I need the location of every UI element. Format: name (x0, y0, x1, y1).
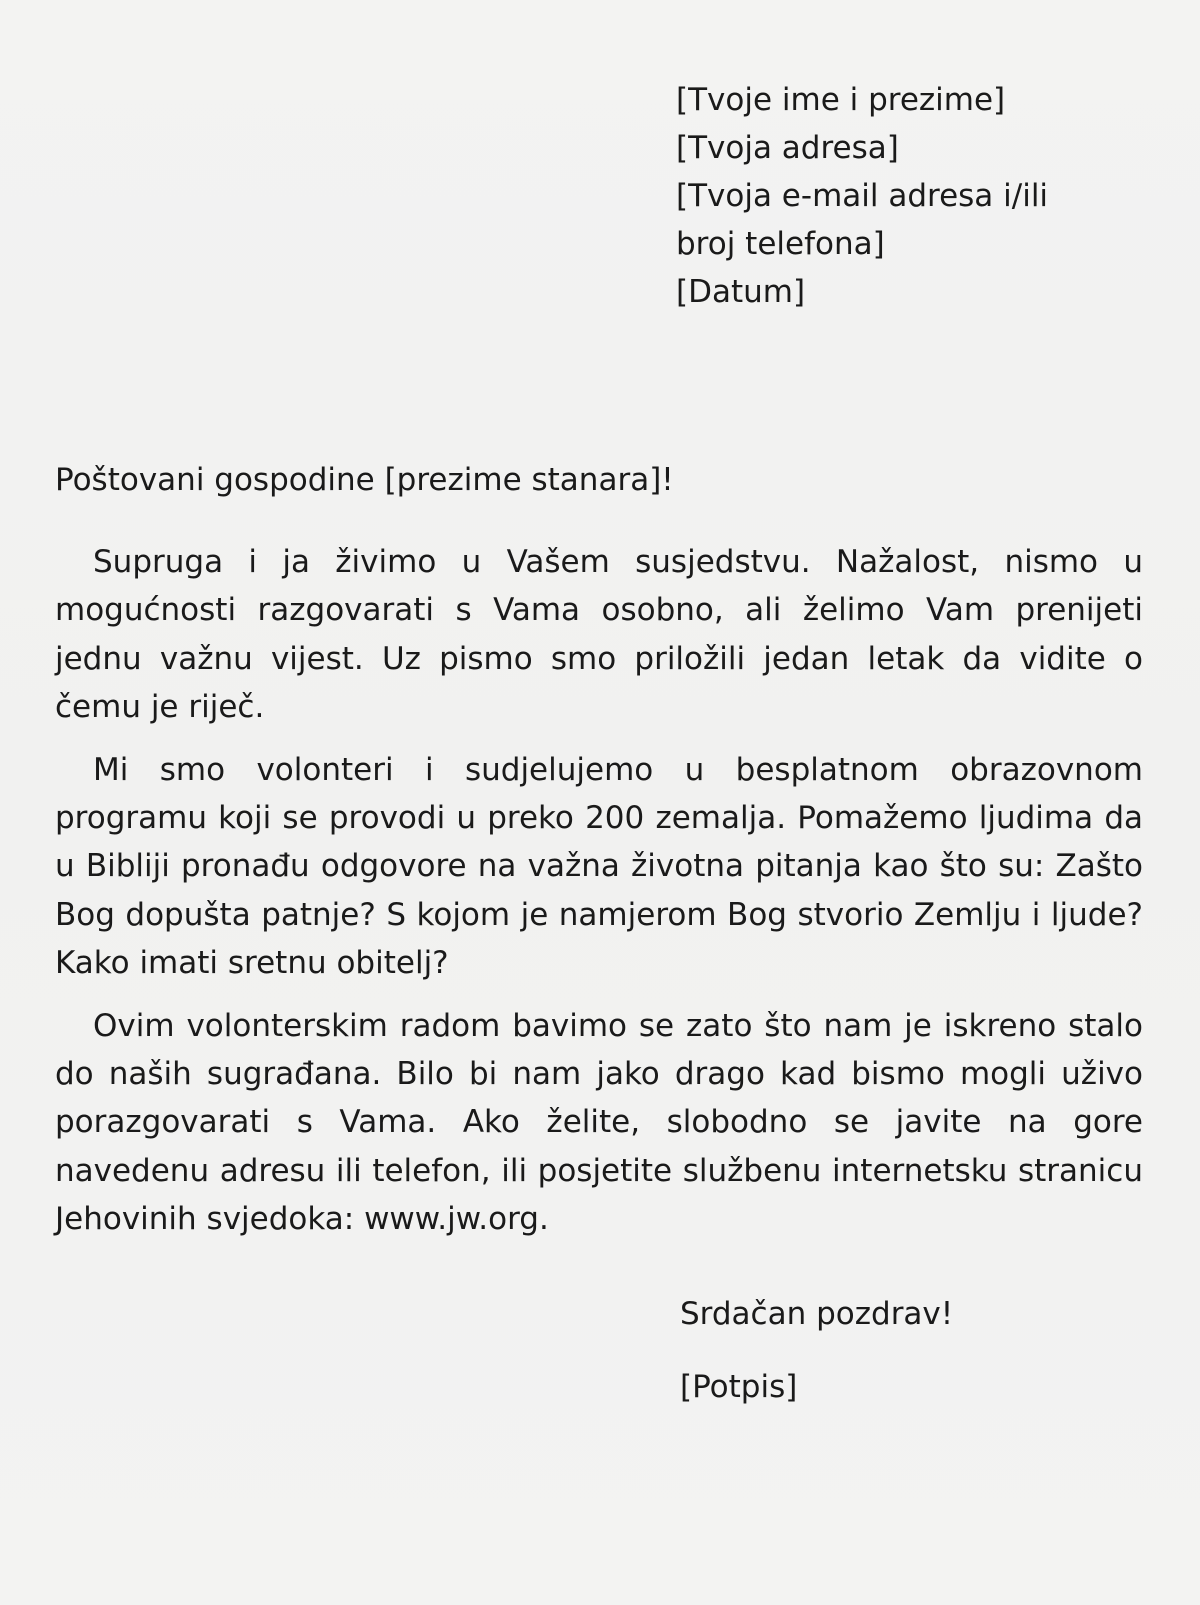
letter-body (55, 538, 1143, 1258)
salutation: Poštovani gospodine [prezime stanara]! (55, 462, 674, 498)
sender-phone-line: broj telefona] (676, 226, 885, 262)
sender-address: [Tvoja adresa] (676, 130, 899, 166)
signature-placeholder: [Potpis] (680, 1369, 798, 1405)
body-paragraph-2: Mi smo volonteri i sudjelujemo u besplatnom obrazovnom programu koji se provodi u preko 200 zemalja. Pomažemo ljudima da u Bibliji pronađu odgovore na važna životna pitanja kao što su: Zašto Bog dopušta patnje? S kojom je namjerom Bog stvorio Zemlju i ljude? Kako imati sretnu obitelj? (55, 751, 1143, 982)
sender-email-line: [Tvoja e-mail adresa i/ili (676, 178, 1049, 214)
body-paragraph-1: Supruga i ja živimo u Vašem susjedstvu. Nažalost, nismo u mogućnosti razgovarati s Vama osobno, ali želimo Vam prenijeti jednu važnu vijest. Uz pismo smo priložili jedan letak da vidite o čemu je riječ. (55, 544, 1143, 726)
closing: Srdačan pozdrav! (680, 1296, 954, 1332)
body-paragraph-3: Ovim volonterskim radom bavimo se zato što nam je iskreno stalo do naših sugrađana. Bilo bi nam jako drago kad bismo mogli uživo porazgovarati s Vama. Ako želite, slobodno se javite na gore navedenu adresu ili telefon, ili posjetite službenu internetsku stranicu Jehovinih svjedoka: www.jw.org. (55, 1007, 1143, 1238)
sender-block (676, 76, 1096, 316)
sender-name: [Tvoje ime i prezime] (676, 82, 1006, 118)
sender-date: [Datum] (676, 274, 806, 310)
